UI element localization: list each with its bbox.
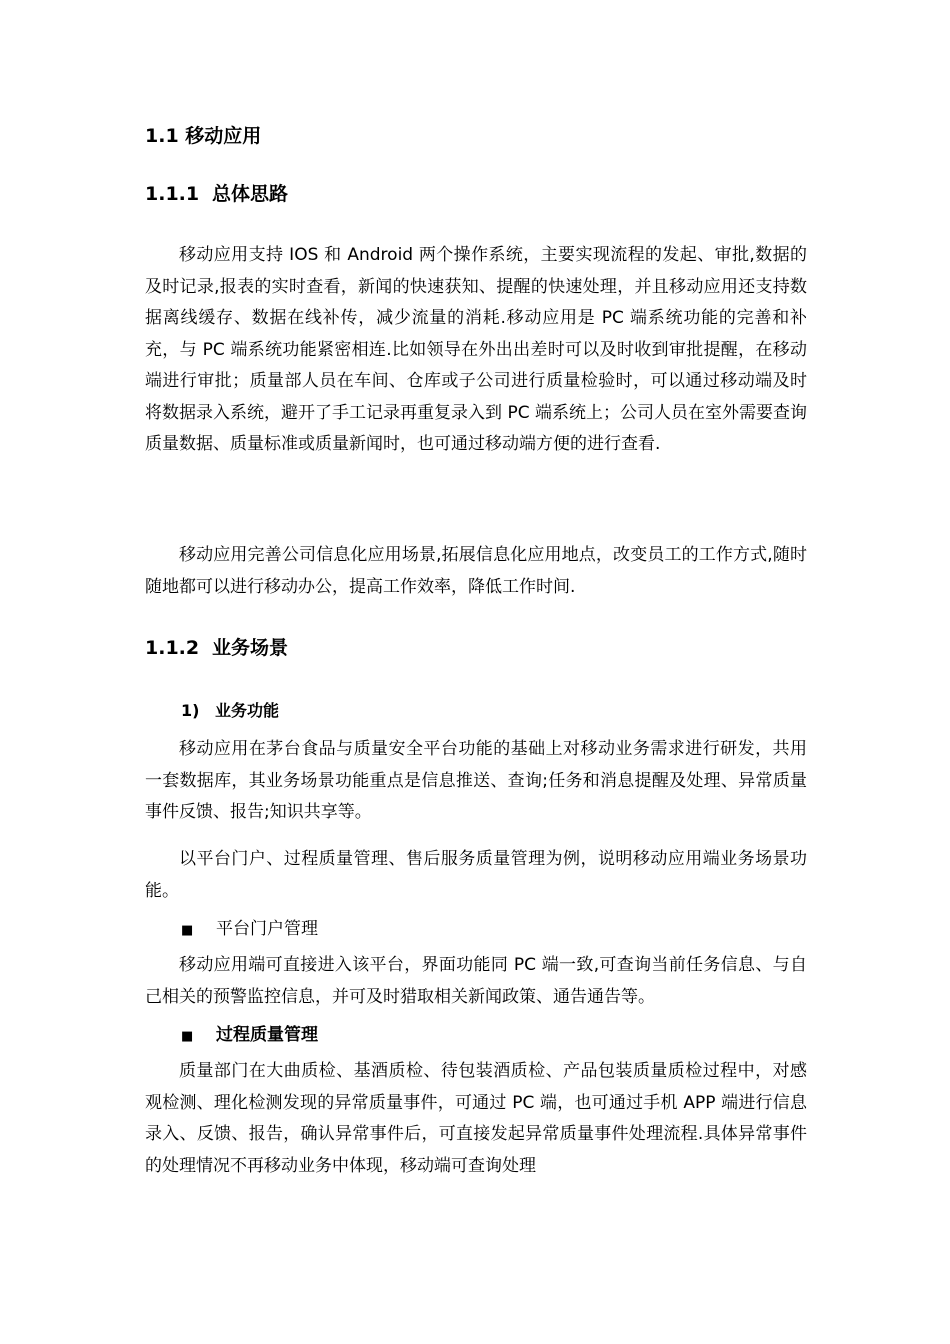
square-bullet-icon: ■ [181,1029,194,1044]
paragraph-overview-2: 移动应用完善公司信息化应用场景,拓展信息化应用地点，改变员工的工作方式,随时随地都可以进行移动办公，提高工作效率，降低工作时间. [145,545,807,597]
subheading-title: 业务功能 [215,701,280,720]
bullet-process-quality [181,1023,318,1049]
section-title: 业务场景 [212,637,289,659]
paragraph-overview: 移动应用支持 IOS 和 Android 两个操作系统，主要实现流程的发起、审批,数据的及时记录,报表的实时查看，新闻的快速获知、提醒的快速处理，并且移动应用还支持数据离线缓存、数据在线补传，减少流量的消耗.移动应用是 PC 端系统功能的完善和补充，与 PC 端系统功能紧密相连.比如领导在外出出差时可以及时收到审批提醒，在移动端进行审批；质量部人员在车间、仓库或子公司进行质量检验时，可以通过移动端及时将数据录入系统，避开了手工记录再重复录入到 PC 端系统上；公司人员在室外需要查询质量数据、质量标准或质量新闻时，也可通过移动端方便的进行查看. [145,245,807,454]
square-bullet-icon: ■ [181,923,194,938]
paragraph-examples: 以平台门户、过程质量管理、售后服务质量管理为例，说明移动应用端业务场景功能。 [145,849,807,901]
paragraph-business-functions: 移动应用在茅台食品与质量安全平台功能的基础上对移动业务需求进行研发，共用一套数据库，其业务场景功能重点是信息推送、查询;任务和消息提醒及处理、异常质量事件反馈、报告;知识共享等。 [145,739,807,822]
subheading-business-functions [181,699,279,723]
section-number: 1.1.1 [145,183,200,205]
list-number: 1) [181,701,200,720]
section-heading-1-1-2 [145,636,288,660]
bullet-portal-management [181,917,318,943]
section-title: 总体思路 [212,183,289,205]
section-heading-1-1: 1.1 移动应用 [145,125,262,147]
paragraph-portal: 移动应用端可直接进入该平台，界面功能同 PC 端一致,可查询当前任务信息、与自己相关的预警监控信息，并可及时猎取相关新闻政策、通告通告等。 [145,955,807,1007]
bullet-label: 平台门户管理 [216,919,318,939]
section-number: 1.1.2 [145,637,200,659]
paragraph-process-quality: 质量部门在大曲质检、基酒质检、待包装酒质检、产品包装质量质检过程中，对感观检测、理化检测发现的异常质量事件，可通过 PC 端，也可通过手机 APP 端进行信息录入、反馈、报告，确认异常事件后，可直接发起异常质量事件处理流程.具体异常事件的处理情况不再移动业务中体现，移动端可查询处理 [145,1061,807,1176]
section-heading-1-1-1 [145,182,288,206]
bullet-label: 过程质量管理 [216,1025,318,1045]
